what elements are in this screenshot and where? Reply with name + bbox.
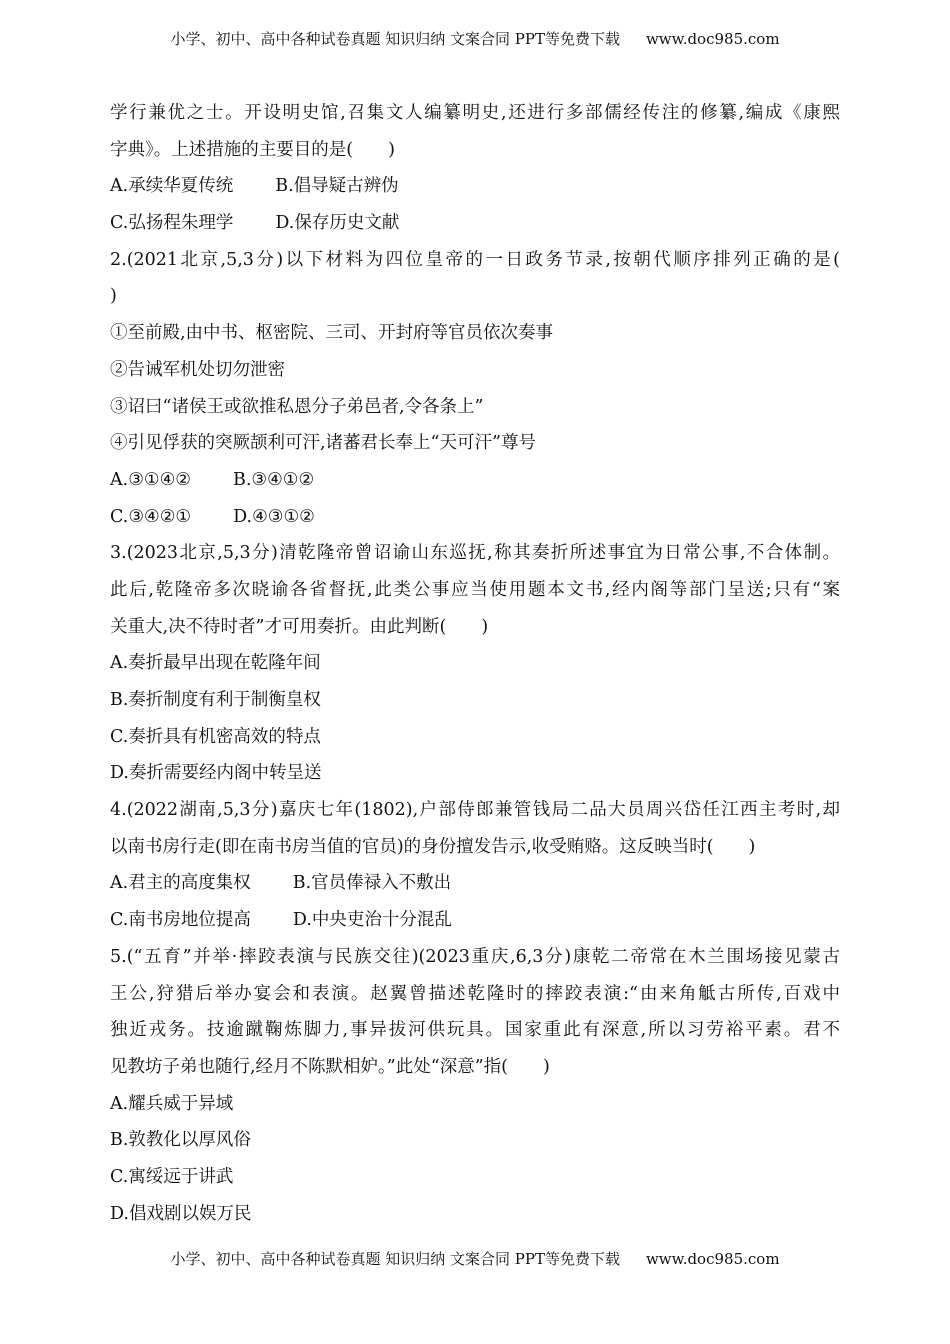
option-d: D.④③①② <box>233 506 315 527</box>
q5-stem: 独近戎务。技逾蹴鞠炼脚力,事异拔河供玩具。国家重此有深意,所以习劳裕平素。君不 <box>110 1020 840 1041</box>
option-a: A.③①④② <box>110 469 191 490</box>
document-body <box>110 95 840 1232</box>
q3-stem: 3.(2023北京,5,3分)清乾隆帝曾诏谕山东巡抚,称其奏折所述事宜为日常公事,不合体制。 <box>110 543 840 564</box>
option-c: C.弘扬程朱理学 <box>110 213 234 234</box>
q2-item: ③诏曰“诸侯王或欲推私恩分子弟邑者,令各条上” <box>110 396 484 417</box>
page-header <box>0 28 950 49</box>
q1-stem: 学行兼优之士。开设明史馆,召集文人编纂明史,还进行多部儒经传注的修纂,编成《康熙 <box>110 103 840 123</box>
option-a: A.耀兵威于异域 <box>110 1093 234 1114</box>
q1-stem: 字典》。上述措施的主要目的是( ) <box>110 139 395 160</box>
option-b: B.③④①② <box>232 469 315 490</box>
option-d: D.中央吏治十分混乱 <box>292 910 452 931</box>
header-text: 小学、初中、高中各种试卷真题 知识归纳 文案合同 PPT等免费下载 <box>170 30 620 48</box>
q4-options <box>110 902 840 939</box>
option-c: C.③④②① <box>110 506 192 527</box>
header-site: www.doc985.com <box>645 30 780 48</box>
option-a: A.承续华夏传统 <box>110 176 234 197</box>
q3-stem: 此后,乾隆帝多次晓谕各省督抚,此类公事应当使用题本文书,经内阁等部门呈送;只有“案 <box>110 579 840 600</box>
q5-stem: 见教坊子弟也随行,经月不陈默相妒。”此处“深意”指( ) <box>110 1056 550 1077</box>
q3-stem: 关重大,决不待时者”才可用奏折。由此判断( ) <box>110 616 489 637</box>
q2-item: ④引见俘获的突厥颉利可汗,诸蕃君长奉上“天可汗”尊号 <box>110 433 536 454</box>
option-a: A.君主的高度集权 <box>110 873 251 894</box>
q1-options <box>110 168 840 205</box>
q4-stem: 以南书房行走(即在南书房当值的官员)的身份擅发告示,收受贿赂。这反映当时( ) <box>110 836 756 857</box>
q4-options <box>110 865 840 902</box>
q2-stem: ) <box>110 286 117 307</box>
q4-stem: 4.(2022湖南,5,3分)嘉庆七年(1802),户部侍郎兼管钱局二品大员周兴岱任江西主考时,却 <box>110 800 840 821</box>
footer-site: www.doc985.com <box>645 1250 780 1268</box>
option-c: C.南书房地位提高 <box>110 910 251 931</box>
q2-options <box>110 462 840 499</box>
option-d: D.保存历史文献 <box>275 213 400 234</box>
option-c: C.奏折具有机密高效的特点 <box>110 726 321 747</box>
q1-options <box>110 205 840 242</box>
option-b: B.奏折制度有利于制衡皇权 <box>110 690 321 710</box>
option-c: C.寓绥远于讲武 <box>110 1166 234 1187</box>
q5-stem: 王公,狩猎后举办宴会和表演。赵翼曾描述乾隆时的摔跤表演:“由来角觝古所传,百戏中 <box>110 983 840 1004</box>
q2-stem: 2.(2021北京,5,3分)以下材料为四位皇帝的一日政务节录,按朝代顺序排列正确的是( <box>110 249 840 270</box>
q2-item: ①至前殿,由中书、枢密院、三司、开封府等官员依次奏事 <box>110 323 554 344</box>
footer-text: 小学、初中、高中各种试卷真题 知识归纳 文案合同 PPT等免费下载 <box>170 1250 620 1268</box>
option-b: B.倡导疑古辨伪 <box>275 176 399 197</box>
q2-item: ②告诫军机处切勿泄密 <box>110 359 285 380</box>
option-d: D.奏折需要经内阁中转呈送 <box>110 763 322 784</box>
option-a: A.奏折最早出现在乾隆年间 <box>110 653 321 674</box>
option-d: D.倡戏剧以娱万民 <box>110 1203 252 1224</box>
option-b: B.敦教化以厚风俗 <box>110 1130 251 1151</box>
q2-options <box>110 499 840 536</box>
option-b: B.官员俸禄入不敷出 <box>292 873 452 894</box>
page-footer <box>0 1248 950 1269</box>
q5-stem: 5.(“五育”并举·摔跤表演与民族交往)(2023重庆,6,3分)康乾二帝常在木兰围场接见蒙古 <box>110 946 840 967</box>
